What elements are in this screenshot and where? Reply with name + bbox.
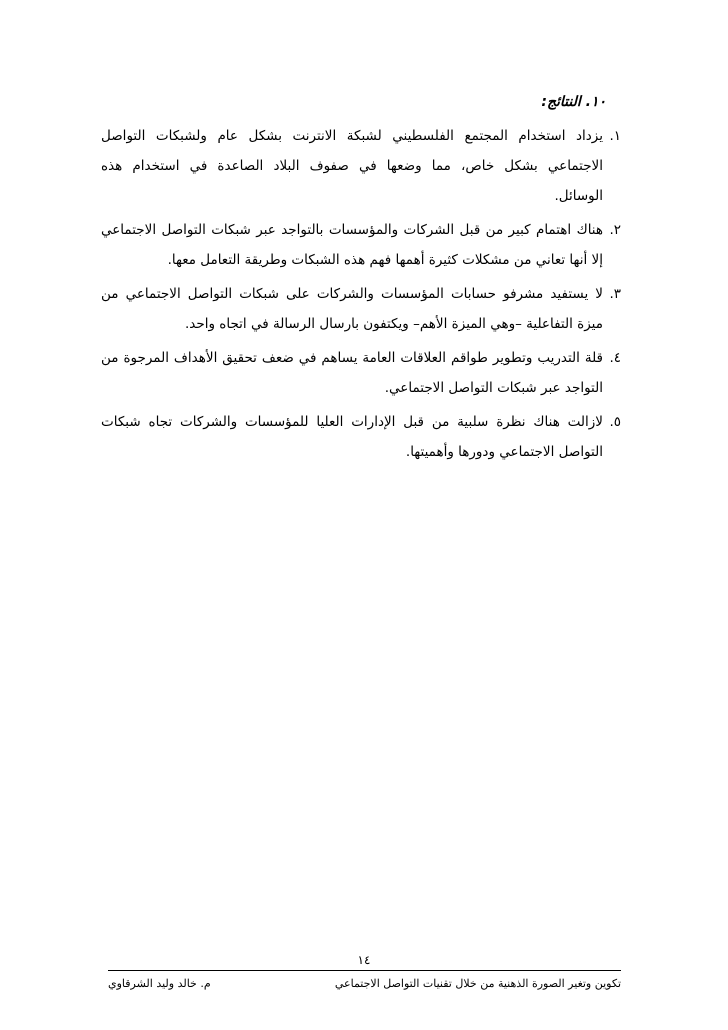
footer-divider bbox=[108, 970, 621, 971]
result-item-number: ٢. bbox=[609, 222, 621, 238]
result-item-number: ٥. bbox=[609, 414, 621, 430]
result-item-line: هناك اهتمام كبير من قبل الشركات والمؤسسات بالتواجد عبر شبكات التواصل الاجتماعي bbox=[101, 222, 603, 238]
result-item bbox=[101, 407, 621, 467]
result-item-line: الاجتماعي بشكل خاص، مما وضعها في صفوف البلاد الصاعدة في استخدام هذه bbox=[101, 158, 603, 174]
result-item bbox=[101, 121, 621, 211]
result-item-number: ٤. bbox=[609, 350, 621, 366]
result-item bbox=[101, 343, 621, 403]
result-item-line: إلا أنها تعاني من مشكلات كثيرة أهمها فهم هذه الشبكات وطريقة التعامل معها. bbox=[167, 252, 603, 268]
result-item-line: ميزة التفاعلية –وهي الميزة الأهم– ويكتفون بارسال الرسالة في اتجاه واحد. bbox=[184, 316, 603, 332]
result-item-number: ١. bbox=[609, 128, 621, 144]
results-list bbox=[101, 121, 621, 471]
result-item-line: لازالت هناك نظرة سلبية من قبل الإدارات العليا للمؤسسات والشركات تجاه شبكات bbox=[101, 414, 603, 430]
footer-author: م. خالد وليد الشرقاوي bbox=[108, 977, 211, 990]
result-item-line: لا يستفيد مشرفو حسابات المؤسسات والشركات على شبكات التواصل الاجتماعي من bbox=[101, 286, 603, 302]
result-item-line: الوسائل. bbox=[554, 188, 603, 204]
result-item-line: التواجد عبر شبكات التواصل الاجتماعي. bbox=[384, 380, 603, 396]
result-item-number: ٣. bbox=[609, 286, 621, 302]
result-item bbox=[101, 215, 621, 275]
result-item-line: التواصل الاجتماعي ودورها وأهميتها. bbox=[405, 444, 603, 460]
section-heading: ١٠. النتائج: bbox=[541, 94, 606, 110]
result-item-line: يزداد استخدام المجتمع الفلسطيني لشبكة الانترنت بشكل عام ولشبكات التواصل bbox=[101, 128, 603, 144]
result-item-line: قلة التدريب وتطوير طواقم العلاقات العامة يساهم في ضعف تحقيق الأهداف المرجوة من bbox=[101, 350, 603, 366]
page-number: ١٤ bbox=[357, 953, 371, 967]
result-item bbox=[101, 279, 621, 339]
footer-book-title: تكوين وتغير الصورة الذهنية من خلال تقنيات التواصل الاجتماعي bbox=[334, 977, 621, 990]
